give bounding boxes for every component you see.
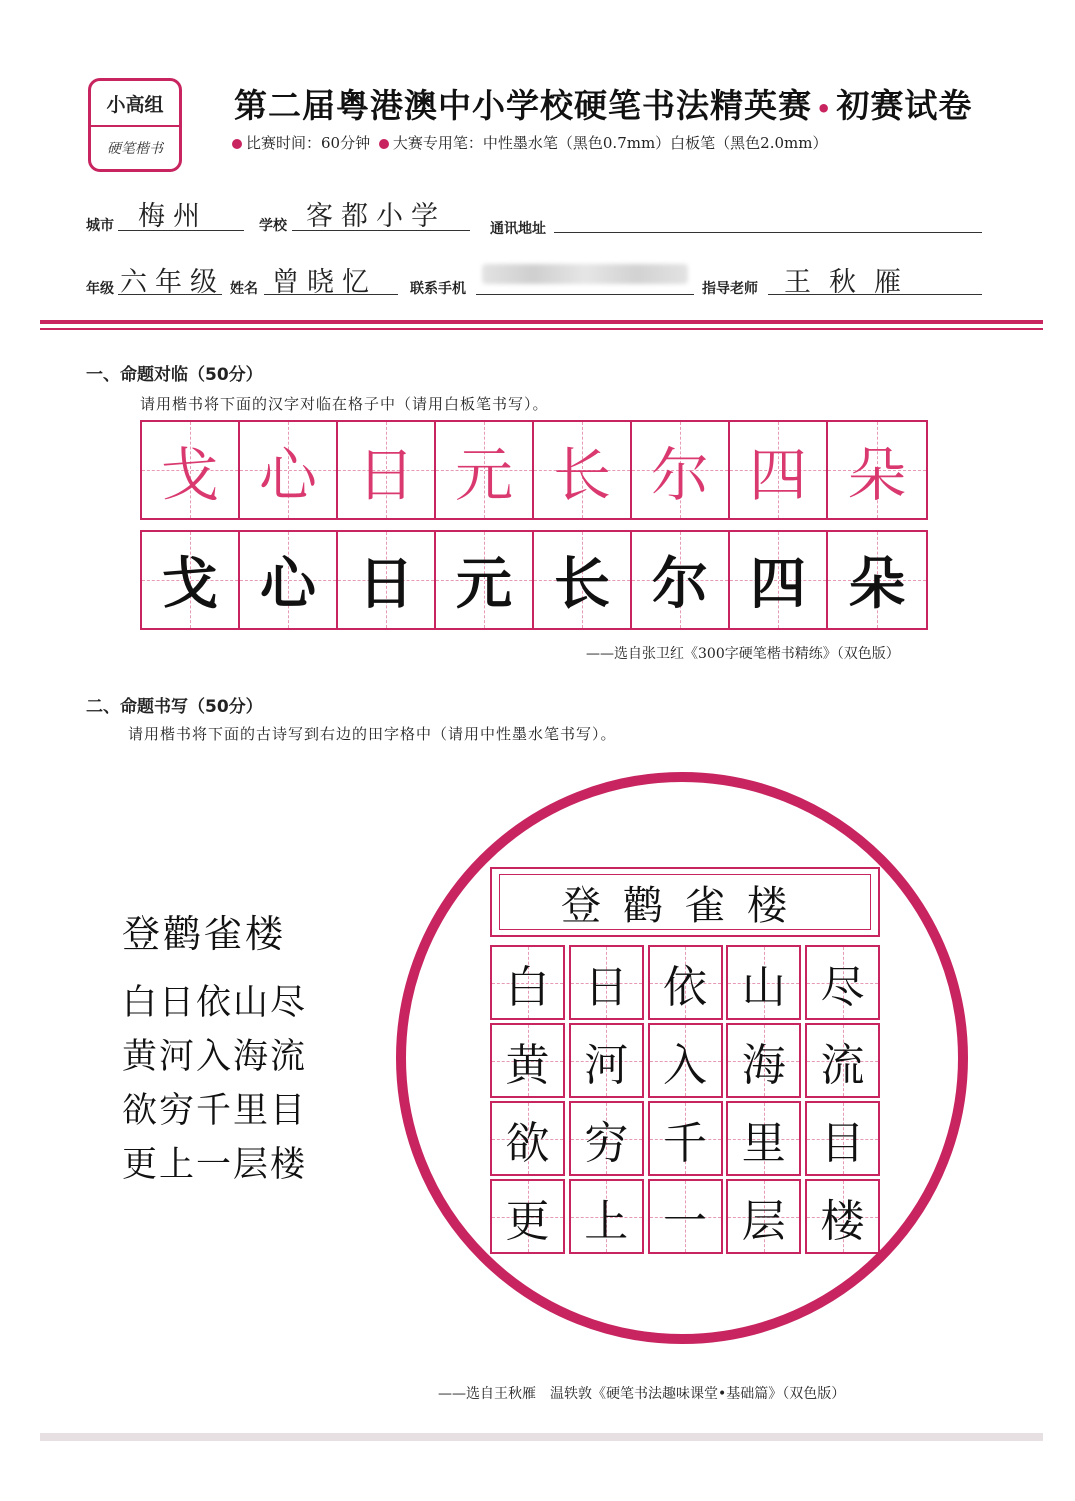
written-char: 楼 bbox=[820, 1195, 865, 1247]
grid-row bbox=[490, 1179, 880, 1254]
grid-cell[interactable] bbox=[569, 1101, 644, 1176]
written-char: 元 bbox=[456, 551, 512, 617]
written-char: 白 bbox=[505, 961, 550, 1013]
page-title bbox=[234, 80, 972, 127]
grid-cell[interactable] bbox=[726, 1023, 801, 1098]
written-title-box[interactable] bbox=[490, 867, 880, 937]
model-cell bbox=[828, 422, 926, 518]
written-char: 心 bbox=[260, 551, 316, 617]
grid-cell[interactable] bbox=[648, 1179, 723, 1254]
model-cell bbox=[730, 422, 828, 518]
written-char: 入 bbox=[663, 1039, 707, 1091]
written-char: 目 bbox=[820, 1117, 865, 1169]
written-char: 河 bbox=[584, 1039, 629, 1091]
writing-cell[interactable] bbox=[534, 532, 632, 628]
section1-source: ——选自张卫红《300字硬笔楷书精练》（双色版） bbox=[586, 646, 900, 662]
address-label: 通讯地址 bbox=[490, 221, 546, 237]
exam-time: 比赛时间：60分钟 bbox=[246, 134, 371, 152]
writing-cell[interactable] bbox=[338, 532, 436, 628]
poem-title: 登鹳雀楼 bbox=[122, 912, 287, 956]
bullet-dot-icon bbox=[379, 139, 389, 149]
footer-bar bbox=[40, 1433, 1043, 1441]
grid-cell[interactable] bbox=[490, 945, 565, 1020]
phone-redacted bbox=[482, 264, 688, 284]
written-char: 一 bbox=[663, 1195, 707, 1247]
grid-cell[interactable] bbox=[569, 1023, 644, 1098]
school-label: 学校 bbox=[259, 218, 287, 234]
model-cell bbox=[240, 422, 338, 518]
written-title: 登鹳雀楼 bbox=[561, 882, 809, 929]
section1-instructions: 请用楷书将下面的汉字对临在格子中（请用白板笔书写）。 bbox=[140, 395, 549, 413]
model-cell bbox=[142, 422, 240, 518]
written-characters-row bbox=[140, 530, 928, 630]
writing-cell[interactable] bbox=[142, 532, 240, 628]
tianzige-grid bbox=[490, 945, 880, 1257]
written-char: 上 bbox=[584, 1195, 629, 1247]
model-cell bbox=[632, 422, 730, 518]
section2-title: 二、命题书写（50分） bbox=[86, 697, 263, 717]
grid-row bbox=[490, 1023, 880, 1098]
name-label: 姓名 bbox=[230, 281, 258, 297]
city-label: 城市 bbox=[86, 218, 114, 234]
written-char: 黄 bbox=[505, 1039, 550, 1091]
model-char: 朵 bbox=[847, 441, 906, 509]
grid-cell[interactable] bbox=[569, 945, 644, 1020]
title-separator: • bbox=[816, 95, 833, 123]
grid-cell[interactable] bbox=[805, 1101, 880, 1176]
written-char: 日 bbox=[584, 961, 629, 1013]
grid-cell[interactable] bbox=[490, 1101, 565, 1176]
grid-cell[interactable] bbox=[490, 1179, 565, 1254]
badge-group-label: 小高组 bbox=[91, 81, 179, 127]
grade-label: 年级 bbox=[86, 281, 114, 297]
written-char: 戈 bbox=[162, 551, 218, 617]
group-badge bbox=[88, 78, 182, 172]
grid-cell[interactable] bbox=[726, 945, 801, 1020]
section2-source: ——选自王秋雁 温轶敦《硬笔书法趣味课堂•基础篇》（双色版） bbox=[438, 1386, 846, 1402]
grid-cell[interactable] bbox=[805, 1023, 880, 1098]
written-char: 长 bbox=[554, 551, 610, 617]
grid-cell[interactable] bbox=[726, 1101, 801, 1176]
written-char: 里 bbox=[741, 1117, 786, 1169]
poem-line: 黄河入海流 bbox=[122, 1037, 308, 1077]
written-char: 日 bbox=[358, 551, 414, 617]
divider bbox=[40, 320, 1043, 324]
grid-row bbox=[490, 945, 880, 1020]
written-char: 千 bbox=[663, 1117, 707, 1169]
writing-cell[interactable] bbox=[436, 532, 534, 628]
name-value: 曾晓忆 bbox=[272, 267, 377, 298]
model-char: 元 bbox=[454, 441, 513, 509]
grid-row bbox=[490, 1101, 880, 1176]
written-char: 尽 bbox=[820, 961, 865, 1013]
model-char: 心 bbox=[258, 441, 317, 509]
bullet-dot-icon bbox=[232, 139, 242, 149]
written-char: 依 bbox=[663, 961, 707, 1013]
address-field[interactable] bbox=[554, 206, 982, 233]
section2-instructions: 请用楷书将下面的古诗写到右边的田字格中（请用中性墨水笔书写）。 bbox=[128, 725, 617, 743]
written-char: 山 bbox=[741, 961, 786, 1013]
poem-reference bbox=[122, 903, 307, 1192]
model-char: 日 bbox=[356, 441, 415, 509]
model-cell bbox=[534, 422, 632, 518]
writing-cell[interactable] bbox=[730, 532, 828, 628]
poem-line: 欲穷千里目 bbox=[122, 1091, 308, 1131]
phone-label: 联系手机 bbox=[410, 281, 466, 297]
grid-cell[interactable] bbox=[648, 1101, 723, 1176]
model-cell bbox=[436, 422, 534, 518]
teacher-label: 指导老师 bbox=[702, 281, 758, 297]
school-value: 客都小学 bbox=[306, 201, 446, 232]
written-char: 流 bbox=[820, 1039, 865, 1091]
grid-cell[interactable] bbox=[648, 945, 723, 1020]
written-char: 四 bbox=[750, 551, 806, 617]
section1-title: 一、命题对临（50分） bbox=[86, 365, 263, 385]
poem-line: 白日依山尽 bbox=[122, 983, 308, 1023]
divider bbox=[40, 328, 1043, 330]
model-characters-row bbox=[140, 420, 928, 520]
grid-cell[interactable] bbox=[726, 1179, 801, 1254]
model-char: 长 bbox=[552, 441, 611, 509]
model-char: 尔 bbox=[650, 441, 709, 509]
model-char: 四 bbox=[748, 441, 807, 509]
teacher-value: 王秋雁 bbox=[784, 267, 919, 298]
grid-cell[interactable] bbox=[805, 945, 880, 1020]
exam-info bbox=[232, 132, 827, 153]
writing-cell[interactable] bbox=[632, 532, 730, 628]
writing-cell[interactable] bbox=[828, 532, 926, 628]
grid-cell[interactable] bbox=[569, 1179, 644, 1254]
written-char: 更 bbox=[505, 1195, 550, 1247]
title-main: 第二届粤港澳中小学校硬笔书法精英赛 bbox=[234, 86, 812, 125]
city-value: 梅州 bbox=[138, 201, 208, 232]
written-char: 尔 bbox=[652, 551, 708, 617]
model-char: 戈 bbox=[160, 441, 219, 509]
grid-cell[interactable] bbox=[490, 1023, 565, 1098]
written-char: 穷 bbox=[584, 1117, 629, 1169]
model-cell bbox=[338, 422, 436, 518]
exam-pens: 大赛专用笔：中性墨水笔（黑色0.7mm）白板笔（黑色2.0mm） bbox=[392, 134, 828, 152]
written-char: 欲 bbox=[505, 1117, 550, 1169]
writing-cell[interactable] bbox=[240, 532, 338, 628]
written-char: 海 bbox=[741, 1039, 786, 1091]
grade-value: 六年级 bbox=[120, 267, 225, 298]
grid-cell[interactable] bbox=[648, 1023, 723, 1098]
written-char: 层 bbox=[741, 1195, 786, 1247]
title-end: 初赛试卷 bbox=[836, 86, 973, 125]
written-char: 朵 bbox=[849, 551, 905, 617]
badge-style-label: 硬笔楷书 bbox=[107, 141, 163, 157]
grid-cell[interactable] bbox=[805, 1179, 880, 1254]
poem-line: 更上一层楼 bbox=[122, 1145, 308, 1185]
